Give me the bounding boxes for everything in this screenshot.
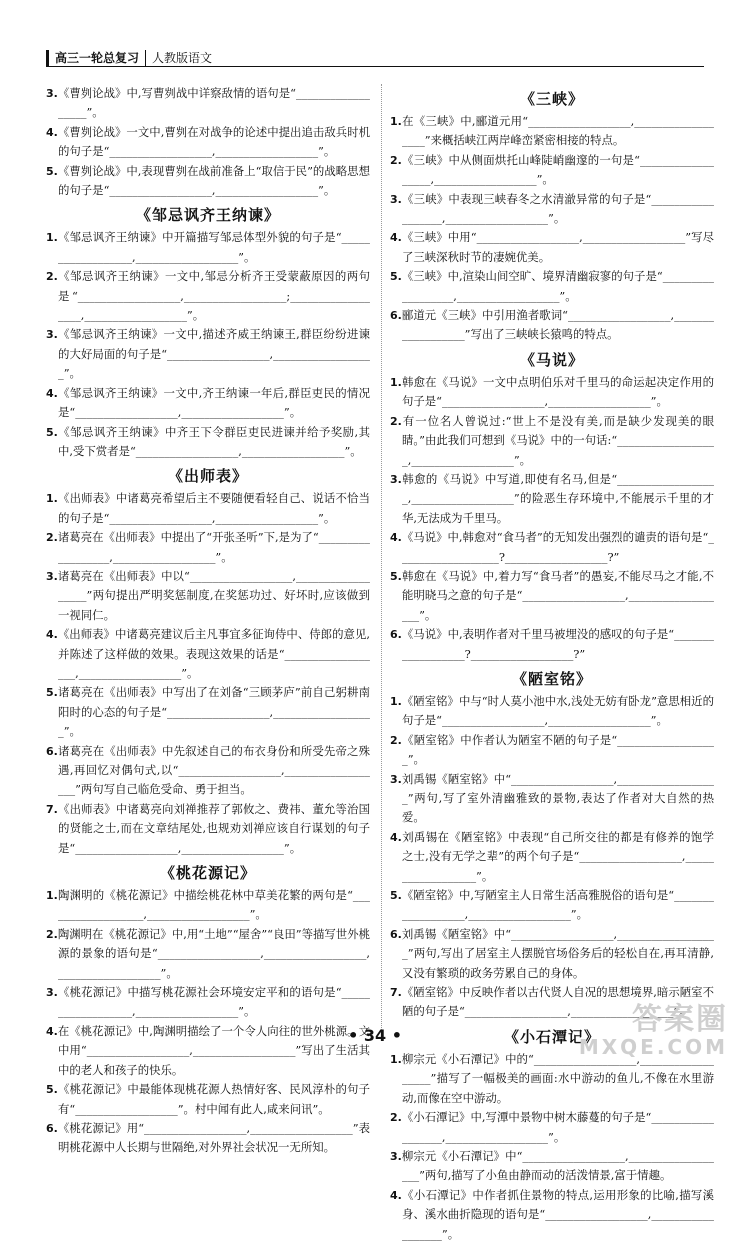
question-text: 《邹忌讽齐王纳谏》中开篇描写邹忌体型外貌的句子是“__________________,__________________”。 — [57, 230, 370, 264]
header-subtitle: 人教版语文 — [152, 51, 213, 65]
question-item — [390, 306, 714, 345]
question-text: 有一位名人曾说过:“世上不是没有美,而是缺少发现美的眼睛。”由此我们可想到《马说》中的一句话:“__________________,__________________”。 — [401, 413, 714, 467]
question-number: 2. — [390, 733, 402, 747]
question-number: 4. — [390, 830, 402, 844]
header-tag: 高三一轮总复习 — [46, 50, 146, 66]
question-number: 4. — [46, 125, 58, 139]
section-title: 《马说》 — [519, 350, 584, 369]
question-text: 《三峡》中表现三峡春冬之水清澈异常的句子是“__________________,__________________”。 — [401, 191, 714, 226]
question-text: 《三峡》中,渲染山间空旷、境界清幽寂寥的句子是“__________________,__________________”。 — [401, 269, 714, 303]
question-text: 诸葛亮在《出师表》中先叙述自己的布衣身份和所受先帝之殊遇,再回忆对偶句式,以“__________________,__________________”两句写自己临危受命、勇于担当。 — [57, 743, 370, 797]
question-number: 4. — [390, 231, 402, 245]
question-number: 6. — [46, 744, 58, 758]
question-text: 诸葛亮在《出师表》中写出了在刘备“三顾茅庐”前自己躬耕南阳时的心态的句子是“__________________,__________________”。 — [57, 685, 370, 739]
question-text: 《出师表》中诸葛亮向刘禅推荐了郭攸之、费祎、董允等治国的贤能之士,而在文章结尾处,也规劝刘禅应该自行谋划的句子是“__________________,__________________”。 — [57, 801, 370, 855]
question-item — [46, 983, 370, 1022]
question-number: 1. — [390, 694, 402, 708]
question-item — [46, 325, 370, 383]
question-text: 在《桃花源记》中,陶渊明描绘了一个令人向往的世外桃源。文中用“__________________,__________________”写出了生活其中的老人和孩子的快乐。 — [57, 1023, 370, 1077]
question-item — [46, 742, 370, 800]
question-item — [390, 190, 714, 229]
section-title: 《出师表》 — [167, 467, 248, 486]
question-text: 《马说》中,表明作者对千里马被埋没的感叹的句子是“__________________?__________________?” — [401, 627, 714, 661]
question-item — [390, 567, 714, 625]
question-item — [390, 1186, 714, 1244]
question-number: 6. — [390, 309, 402, 323]
question-number: 3. — [46, 328, 58, 342]
question-number: 3. — [390, 1149, 402, 1163]
question-number: 2. — [390, 414, 402, 428]
question-number: 5. — [390, 270, 402, 284]
question-number: 3. — [46, 569, 58, 583]
question-item — [390, 692, 714, 731]
question-text: 柳宗元《小石潭记》中的“__________________,__________________”描写了一幅极美的画面:水中游动的鱼儿,不像在水里游动,而像在空中游动。 — [401, 1051, 714, 1105]
question-item — [390, 828, 714, 886]
question-number: 7. — [46, 802, 58, 816]
question-text: 韩愈在《马说》中,着力写“食马者”的愚妄,不能尽马之才能,不能明晓马之意的句子是“__________________,__________________”。 — [401, 568, 714, 622]
question-text: 《邹忌讽齐王纳谏》中齐王下令群臣吏民进谏并给予奖励,其中,受下赏者是“__________________,__________________”。 — [57, 424, 370, 458]
question-number: 7. — [390, 986, 402, 1000]
question-text: 刘禹锡在《陋室铭》中表现“自己所交往的都是有修养的饱学之士,没有无学之辈”的两个句子是“__________________,__________________”。 — [401, 829, 714, 883]
question-item — [390, 373, 714, 412]
question-number: 5. — [46, 164, 58, 178]
question-number: 5. — [390, 889, 402, 903]
question-number: 4. — [46, 386, 58, 400]
question-number: 3. — [46, 87, 58, 100]
question-text: 《出师表》中诸葛亮建议后主凡事宜多征询侍中、侍郎的意见,并陈述了这样做的效果。表现这效果的话是“__________________,__________________”。 — [57, 627, 370, 680]
page-header — [46, 46, 212, 66]
header-rule — [46, 66, 704, 67]
question-number: 5. — [46, 1083, 58, 1097]
question-item — [46, 384, 370, 423]
question-item — [46, 800, 370, 858]
question-text: 《三峡》中用“__________________,__________________”写尽了三峡深秋时节的凄婉优美。 — [401, 230, 714, 264]
question-number: 3. — [46, 986, 58, 1000]
question-item — [390, 151, 714, 190]
watermark-url: MXQE.COM — [578, 1035, 728, 1059]
question-item — [46, 683, 370, 741]
question-item — [390, 1108, 714, 1147]
question-text: 郦道元《三峡》中引用渔者歌词“__________________,__________________”写出了三峡峡长猿鸣的特点。 — [401, 308, 714, 342]
question-item — [46, 489, 370, 528]
question-item — [46, 925, 370, 983]
left-column — [46, 84, 370, 1158]
question-text: 《马说》中,韩愈对“食马者”的无知发出强烈的谴责的语句是“__________________?__________________?” — [401, 530, 714, 564]
question-number: 4. — [390, 1188, 402, 1202]
question-item — [390, 925, 714, 983]
question-item — [390, 770, 714, 828]
section-title: 《邹忌讽齐王纳谏》 — [135, 206, 280, 225]
question-number: 6. — [390, 628, 402, 642]
question-number: 5. — [46, 686, 58, 700]
question-number: 2. — [46, 531, 58, 545]
question-item — [46, 528, 370, 567]
question-item — [46, 267, 370, 325]
question-item — [390, 1147, 714, 1186]
section-title: 《陋室铭》 — [511, 669, 592, 688]
question-text: 《曹刿论战》一文中,曹刿在对战争的论述中提出追击敌兵时机的句子是“__________________,__________________”。 — [57, 124, 370, 159]
question-text: 在《三峡》中,郦道元用“__________________,__________________”来概括峡江两岸峰峦紧密相接的特点。 — [401, 114, 714, 148]
question-item — [390, 886, 714, 925]
question-number: 5. — [390, 569, 402, 583]
right-column — [390, 84, 714, 1244]
question-text: 《曹刿论战》中,表现曹刿在战前准备上“取信于民”的战略思想的句子是“__________________,__________________”。 — [57, 163, 370, 198]
watermark-logo-text: 答案圈 — [632, 1002, 728, 1037]
question-item — [390, 731, 714, 770]
question-text: 《曹刿论战》中,写曹刿战中详察敌情的语句是“__________________”。 — [57, 86, 370, 120]
question-number: 2. — [390, 1111, 402, 1125]
question-text: 《小石潭记》中,写潭中景物中树木藤蔓的句子是“__________________,__________________”。 — [401, 1110, 714, 1144]
question-text: 柳宗元《小石潭记》中“__________________,__________________”两句,描写了小鱼由静而动的活泼情景,富于情趣。 — [401, 1148, 714, 1183]
page-number: • 34 • — [348, 1026, 402, 1045]
question-item — [390, 625, 714, 664]
question-item — [46, 625, 370, 683]
question-item — [390, 470, 714, 528]
question-number: 3. — [390, 472, 402, 486]
question-item — [390, 412, 714, 470]
question-text: 《桃花源记》用“__________________,__________________”表明桃花源中人长期与世隔绝,对外界社会状况一无所知。 — [57, 1120, 370, 1155]
section-title: 《三峡》 — [519, 90, 584, 108]
question-text: 《出师表》中诸葛亮希望后主不要随便看轻自己、说话不恰当的句子是“__________________,__________________”。 — [57, 491, 370, 525]
question-number: 6. — [390, 927, 402, 941]
question-item — [46, 84, 370, 123]
question-number: 2. — [46, 927, 58, 941]
question-number: 4. — [46, 628, 58, 642]
column-divider — [381, 84, 382, 1034]
question-item — [46, 567, 370, 625]
question-text: 《陋室铭》中作者认为陋室不陋的句子是“__________________”。 — [401, 732, 714, 767]
question-text: 《三峡》中从侧面烘托山峰陡峭幽邃的一句是“__________________,__________________”。 — [401, 152, 714, 187]
question-item — [46, 423, 370, 462]
question-number: 2. — [46, 270, 58, 284]
question-text: 陶渊明在《桃花源记》中,用“土地”“屋舍”“良田”等描写世外桃源的景象的语句是“__________________,__________________,__________________”。 — [57, 926, 370, 980]
question-number: 6. — [46, 1121, 58, 1135]
question-item — [46, 228, 370, 267]
question-text: 《邹忌讽齐王纳谏》一文中,描述齐威王纳谏王,群臣纷纷进谏的大好局面的句子是“__________________,__________________”。 — [57, 327, 370, 381]
question-text: 《邹忌讽齐王纳谏》一文中,齐王纳谏一年后,群臣吏民的情况是“__________________,__________________”。 — [57, 385, 370, 420]
question-item — [46, 1119, 370, 1158]
question-number: 1. — [390, 375, 402, 389]
question-number: 2. — [390, 153, 402, 167]
question-text: 诸葛亮在《出师表》中以“__________________,__________________”两句提出严明奖惩制度,在奖惩功过、好坏时,应该做到一视同仁。 — [57, 568, 370, 622]
question-number: 1. — [390, 1052, 402, 1066]
question-item — [390, 112, 714, 151]
question-text: 《陋室铭》中,写陋室主人日常生活高雅脱俗的语句是“__________________,__________________”。 — [401, 888, 714, 922]
watermark — [579, 1004, 728, 1058]
question-number: 1. — [46, 492, 58, 506]
section-title: 《小石潭记》 — [503, 1027, 600, 1046]
question-text: 《桃花源记》中最能体现桃花源人热情好客、民风淳朴的句子有“__________________”。村中闻有此人,咸来问讯”。 — [57, 1082, 370, 1116]
question-text: 韩愈在《马说》一文中点明伯乐对千里马的命运起决定作用的句子是“__________________,__________________”。 — [401, 374, 714, 409]
question-number: 1. — [390, 115, 402, 128]
question-item — [390, 228, 714, 267]
question-number: 1. — [46, 889, 58, 903]
question-number: 4. — [390, 531, 402, 545]
question-text: 陶渊明的《桃花源记》中描绘桃花林中草美花繁的两句是“__________________,__________________”。 — [57, 888, 370, 922]
section-title: 《桃花源记》 — [159, 864, 256, 883]
question-number: 4. — [46, 1024, 58, 1038]
question-text: 《邹忌讽齐王纳谏》一文中,邹忌分析齐王受蒙蔽原因的两句是“__________________,__________________;__________________,__________________”。 — [57, 269, 370, 323]
question-item — [46, 123, 370, 162]
question-item — [46, 162, 370, 201]
question-item — [46, 1080, 370, 1119]
question-text: 《小石潭记》中作者抓住景物的特点,运用形象的比喻,描写溪身、溪水曲折隐现的语句是“__________________,__________________”。 — [401, 1187, 714, 1241]
question-text: 《陋室铭》中与“时人莫小池中水,浅处无妨有卧龙”意思相近的句子是“__________________,__________________”。 — [401, 693, 714, 728]
question-text: 韩愈的《马说》中写道,即使有名马,但是“__________________,__________________”的险恶生存环境中,不能展示千里的才华,无法成为千里马。 — [401, 471, 714, 525]
question-number: 1. — [46, 231, 58, 245]
question-text: 刘禹锡《陋室铭》中“__________________,__________________”两句,写了室外清幽雅致的景物,表达了作者对大自然的热爱。 — [401, 771, 714, 825]
question-number: 3. — [390, 772, 402, 786]
question-text: 《陋室铭》中反映作者以古代贤人自况的思想境界,暗示陋室不陋的句子是“__________________,__________________”。 — [401, 985, 714, 1019]
question-number: 5. — [46, 425, 58, 439]
question-item — [390, 528, 714, 567]
question-text: 诸葛亮在《出师表》中提出了“开张圣听”下,是为了“__________________,__________________”。 — [57, 530, 370, 564]
question-item — [390, 267, 714, 306]
question-number: 3. — [390, 192, 402, 206]
question-text: 刘禹锡《陋室铭》中“__________________,__________________”两句,写出了居室主人摆脱官场俗务后的轻松自在,再耳清静,又没有繁琐的政务劳累自己的身体。 — [401, 926, 714, 980]
question-text: 《桃花源记》中描写桃花源社会环境安定平和的语句是“__________________,__________________”。 — [57, 985, 370, 1019]
question-item — [46, 886, 370, 925]
